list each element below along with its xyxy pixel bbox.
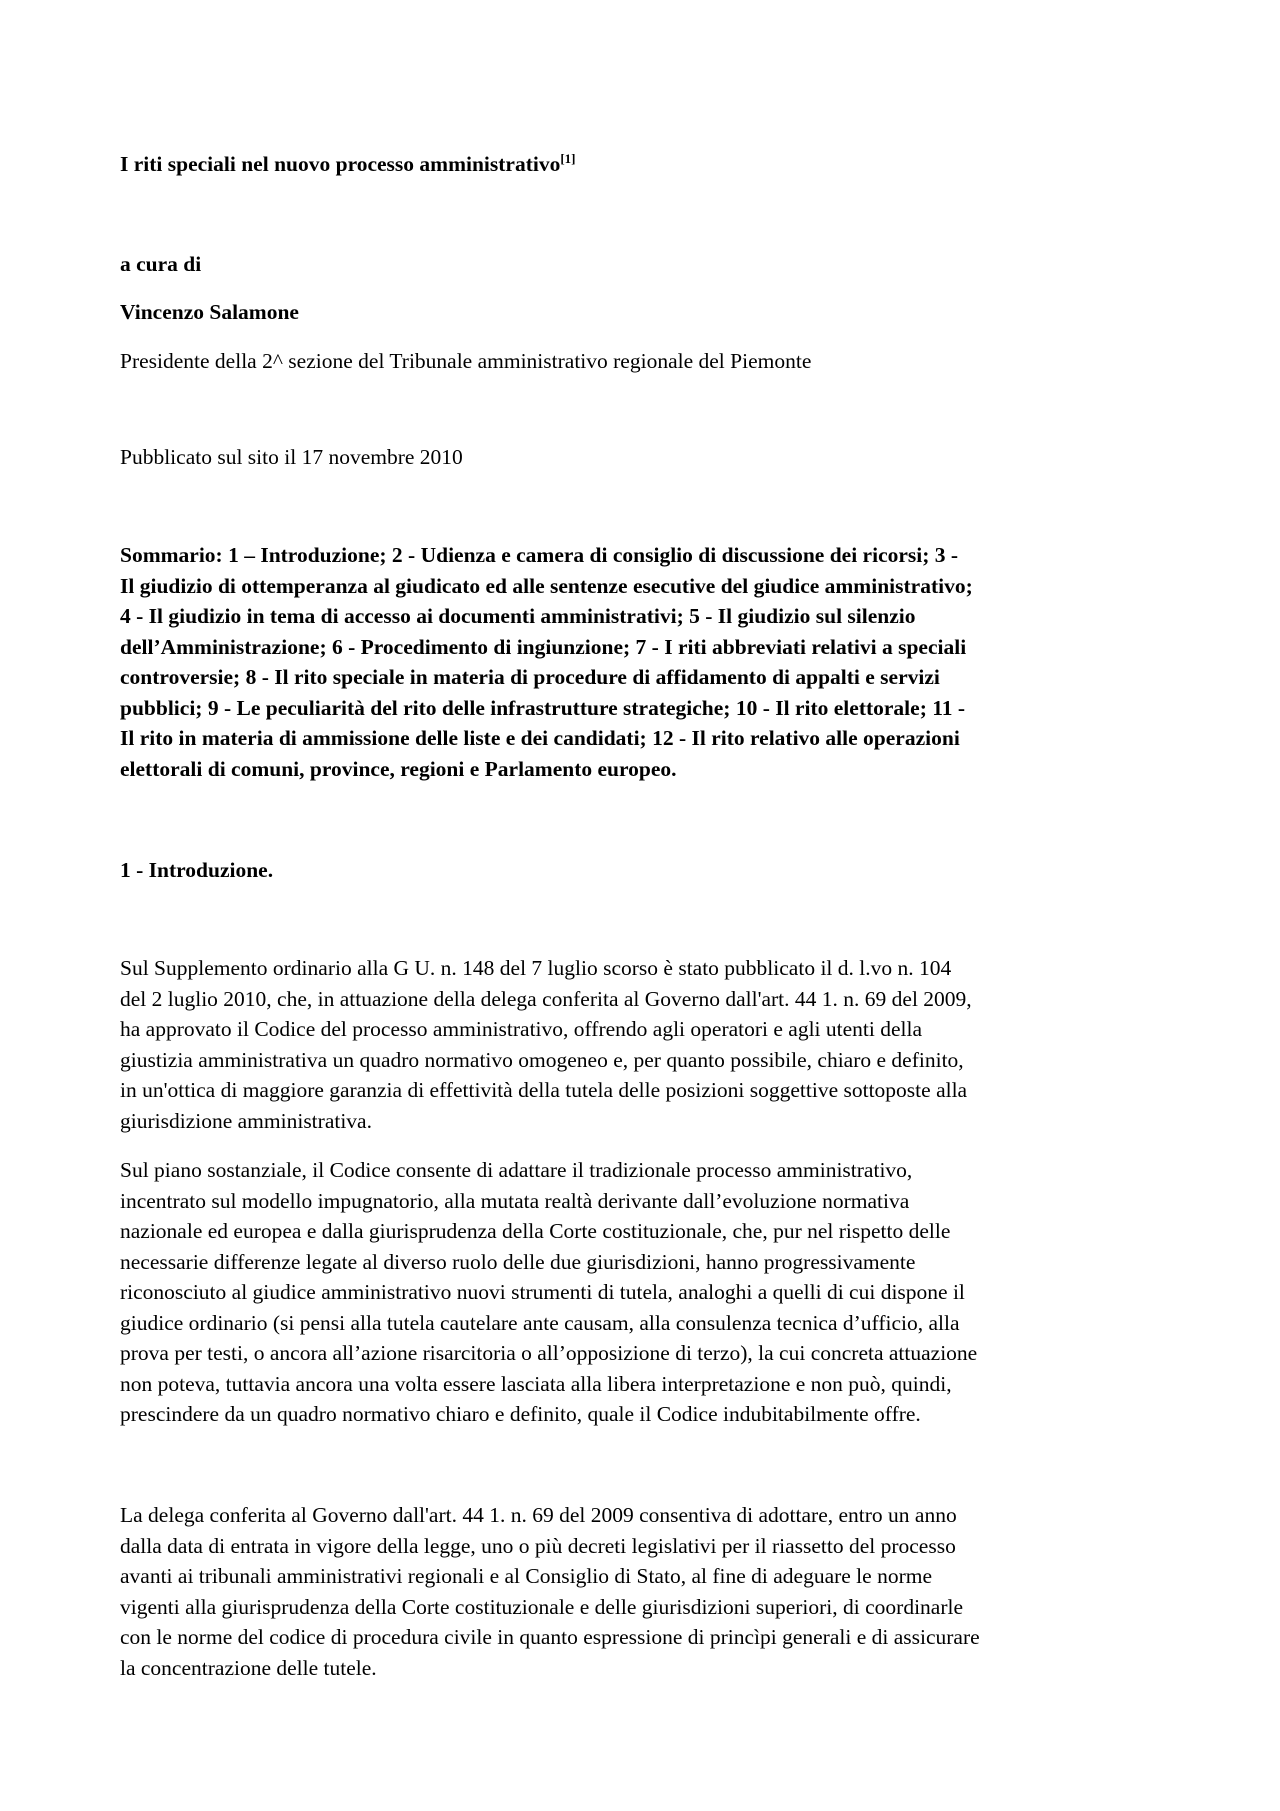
curator-label: a cura di — [120, 252, 202, 276]
summary-line: Il giudizio di ottemperanza al giudicato ed alle sentenze esecutive del giudice amministrativo; — [120, 573, 973, 598]
summary-line: Sommario: 1 – Introduzione; 2 - Udienza e camera di consiglio di discussione dei ricorsi; 3 - — [120, 543, 959, 567]
paragraph-line: Sul Supplemento ordinario alla G U. n. 148 del 7 luglio scorso è stato pubblicato il d. l.vo n. 104 — [120, 956, 952, 980]
summary-line: Il rito in materia di ammissione delle liste e dei candidati; 12 - Il rito relativo alle operazioni — [120, 726, 960, 750]
publication-date: Pubblicato sul sito il 17 novembre 2010 — [120, 445, 463, 469]
summary-line: pubblici; 9 - Le peculiarità del rito delle infrastrutture strategiche; 10 - Il rito elettorale; 11 - — [120, 695, 966, 720]
paragraph-line: prova per testi, o ancora all’azione risarcitoria o all’opposizione di terzo), la cui concreta attuazione — [120, 1341, 978, 1365]
paragraph-2 — [120, 1155, 1180, 1430]
paragraph-line: riconosciuto al giudice amministrativo nuovi strumenti di tutela, analoghi a quelli di cui dispone il — [120, 1280, 965, 1304]
author-name: Vincenzo Salamone — [120, 300, 299, 324]
paragraph-line: prescindere da un quadro normativo chiaro e definito, quale il Codice indubitabilmente offre. — [120, 1402, 921, 1426]
summary-line: elettorali di comuni, province, regioni e Parlamento europeo. — [120, 756, 677, 781]
paragraph-line: del 2 luglio 2010, che, in attuazione della delega conferita al Governo dall'art. 44 1. n. 69 del 2009, — [120, 986, 972, 1011]
paragraph-line: Sul piano sostanziale, il Codice consente di adattare il tradizionale processo amministrativo, — [120, 1158, 913, 1182]
paragraph-1 — [120, 953, 1180, 1136]
paragraph-line: La delega conferita al Governo dall'art. 44 1. n. 69 del 2009 consentiva di adottare, entro un anno — [120, 1503, 957, 1527]
paragraph-line: avanti ai tribunali amministrativi regionali e al Consiglio di Stato, al fine di adeguare le norme — [120, 1564, 933, 1588]
paragraph-line: la concentrazione delle tutele. — [120, 1655, 377, 1680]
paragraph-line: dalla data di entrata in vigore della legge, uno o più decreti legislativi per il riassetto del processo — [120, 1533, 956, 1558]
summary-line: 4 - Il giudizio in tema di accesso ai documenti amministrativi; 5 - Il giudizio sul silenzio — [120, 604, 916, 628]
author-affiliation: Presidente della 2^ sezione del Tribunale amministrativo regionale del Piemonte — [120, 349, 812, 373]
summary-line: dell’Amministrazione; 6 - Procedimento di ingiunzione; 7 - I riti abbreviati relativi a speciali — [120, 634, 967, 659]
footnote-reference[interactable]: [1] — [560, 150, 576, 166]
paragraph-line: giudice ordinario (si pensi alla tutela cautelare ante causam, alla consulenza tecnica d’ufficio, alla — [120, 1310, 960, 1335]
summary-line: controversie; 8 - Il rito speciale in materia di procedure di affidamento di appalti e servizi — [120, 665, 940, 689]
paragraph-line: vigenti alla giurisprudenza della Corte costituzionale e delle giurisdizioni superiori, di coordinarle — [120, 1594, 964, 1619]
paragraph-line: non poteva, tuttavia ancora una volta essere lasciata alla libera interpretazione e non può, quindi, — [120, 1371, 952, 1396]
paragraph-line: necessarie differenze legate al diverso ruolo delle due giurisdizioni, hanno progressivamente — [120, 1249, 916, 1274]
paragraph-line: in un'ottica di maggiore garanzia di effettività della tutela delle posizioni soggettive sottoposte alla — [120, 1078, 968, 1102]
document-title-text: I riti speciali nel nuovo processo amministrativo — [120, 152, 561, 176]
paragraph-line: nazionale ed europea e dalla giurisprudenza della Corte costituzionale, che, pur nel rispetto delle — [120, 1219, 951, 1243]
document-title — [120, 152, 576, 177]
paragraph-3 — [120, 1500, 1180, 1683]
paragraph-line: incentrato sul modello impugnatorio, alla mutata realtà derivante dall’evoluzione normativa — [120, 1188, 910, 1213]
summary — [120, 540, 1180, 784]
paragraph-line: giustizia amministrativa un quadro normativo omogeneo e, per quanto possibile, chiaro e definito, — [120, 1047, 964, 1072]
paragraph-line: giurisdizione amministrativa. — [120, 1108, 372, 1133]
paragraph-line: con le norme del codice di procedura civile in quanto espressione di princìpi generali e di assicurare — [120, 1625, 980, 1649]
paragraph-line: ha approvato il Codice del processo amministrativo, offrendo agli operatori e agli utenti della — [120, 1017, 923, 1041]
section-heading: 1 - Introduzione. — [120, 858, 274, 882]
